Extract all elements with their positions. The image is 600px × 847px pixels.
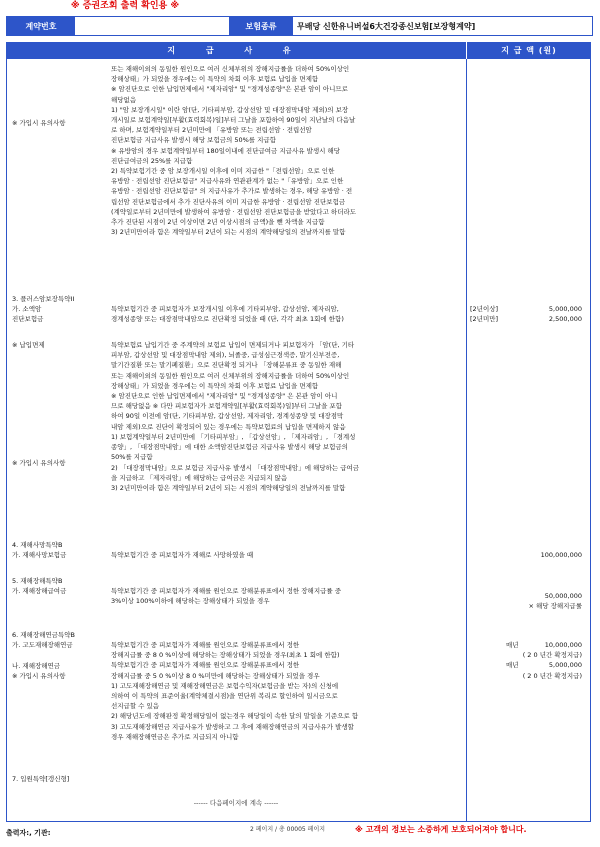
s6-amount-note: × 해당 장해지급률 — [528, 602, 582, 611]
s4-line: 3) 2년미만이라 함은 계약일부터 2년이 되는 시점의 계약해당일의 전날까지를 말함 — [111, 484, 346, 493]
s4-label: ※ 가입시 유의사항 — [12, 459, 66, 467]
s1-line: 로 하며, 보험계약일부터 2년미만에 「유방암 또는 전립선암 · 전립선암 — [111, 126, 312, 135]
s5-description: 특약보험기간 중 피보험자가 재해로 사망하였을 때 — [111, 551, 254, 559]
s1-line: 진단보험금 지급사유 발생시 해당 보험금의 50%를 지급함 — [111, 136, 276, 145]
s5-amount: 100,000,000 — [540, 551, 582, 559]
s2-amounts — [470, 304, 582, 324]
s1-line: 2) 특약보험기간 중 암 보장개시일 이후에 이미 지급한 "「전립선암」으로 인한 — [111, 167, 335, 176]
s3-line: 또는 재해이외의 동일한 원인으로 여러 신체부위의 장해지급률을 더하여 50%이상인 — [111, 371, 350, 380]
s3-description — [111, 340, 463, 432]
s3-line: 특약보험료 납입기간 중 주계약의 보험료 납입이 면제되거나 피보험자가 「암(단, 기타 — [111, 341, 355, 349]
s7-line: 특약보험기간 중 피보험자가 재해를 원인으로 장해분류표에서 정한 — [111, 661, 300, 670]
s7-amount-sub: ( 2 0 년간 확정지급) — [522, 651, 582, 660]
s6-title: 5. 재해장해특약B — [12, 577, 63, 585]
s2-amount-value: 5,000,000 — [548, 305, 582, 313]
s7-sub-b: 나. 재해장해연금 — [12, 661, 61, 670]
s1-line: 3) 2년미만이라 함은 계약일부터 2년이 되는 시점의 계약해당일의 전날까지를 말함 — [111, 228, 346, 237]
privacy-notice: ※ 고객의 정보는 소중하게 보호되어져야 합니다. — [355, 825, 527, 834]
s1-line: 장해상태」가 되었을 경우에는 이 특약의 차회 이후 보험료 납입을 면제함 — [111, 75, 319, 84]
s7-amount-row — [470, 660, 582, 670]
s7-sub-c: ※ 가입시 유의사항 — [12, 671, 66, 680]
s7-labels — [12, 630, 75, 681]
s5-labels — [12, 540, 66, 560]
s4-line: 종양」, 「대장점막내암」에 대한 소액암진단보험금 지급사유 발생시 해당 보험금의 — [111, 443, 348, 452]
s3-line: ※ 암진단으로 인한 납입면제에서 "제자리암" 및 "경계성종양" 은 본관 암이 아니 — [111, 392, 338, 401]
s7-line: 의하여 이 특약의 표준이율(계약체결시점)을 연단위 복리로 할인하여 일시금으로 — [111, 692, 338, 701]
s7-description — [111, 640, 463, 742]
table-header — [6, 42, 591, 59]
s2-description — [111, 304, 463, 324]
s7-amount-right: 5,000,000 — [548, 661, 582, 670]
s1-line: 립선암 진단보험금에서 추가 진단사유의 이미 지급한 유방암 · 전립선암 진단보험금 — [111, 197, 346, 206]
column-divider — [466, 59, 467, 821]
s3-line: 장해상태」가 되었을 경우에는 이 특약의 차회 이후 보험료 납입을 면제함 — [111, 381, 319, 390]
s6-sub: 가. 재해장해급여금 — [12, 587, 67, 596]
s4-description — [111, 432, 463, 493]
s2-sub-a: 가. 소액암 — [12, 305, 42, 314]
s4-line: 을 지급하고 「제자리암」에 해당하는 급여금은 지급되지 않음 — [111, 473, 288, 482]
s1-line: 개시일로 보험계약일[부활(효력회복)일]부터 그날을 포함하여 90일이 지난날의 다음날 — [111, 116, 356, 125]
s1-line: 유방암 · 전립선암 진단보험금" 지급사유와 연관관계가 없는 "「유방암」으로 인한 — [111, 177, 344, 186]
insurance-type-label: 보험종류 — [229, 17, 293, 35]
s6-labels — [12, 576, 66, 596]
printer-info: 출력자:, 기관: — [6, 829, 51, 837]
s8-title: 7. 입원특약[갱신형] — [12, 775, 70, 783]
s1-line: ※ 유방암의 경우 보험계약일부터 180일이내에 진단급여금 지급사유 발생시 해당 — [111, 146, 341, 155]
s1-line: 또는 재해이외의 동일한 원인으로 여러 신체부위의 장해지급률을 더하여 50%이상인 — [111, 65, 350, 73]
s7-line: 1) 고도재해장해연금 및 재해장해연금은 보험수익자(보험금을 받는 자)의 신청에 — [111, 681, 339, 690]
page-indicator: 2 페이지 / 총 00005 페이지 — [250, 826, 326, 833]
s1-line: 유방암 · 전립선암 진단보험금" 의 지급사유가 추가로 발생하는 경우, 해당 유방암 · 전 — [111, 187, 353, 196]
s7-line: 장해지급률 중 8 0 %이상에 해당하는 장해상태가 되었을 경우(최초 1 회에 한함) — [111, 651, 340, 660]
s7-amount-sub: ( 2 0 년간 확정지급) — [522, 671, 582, 680]
s3-label: ※ 납입면제 — [12, 341, 45, 349]
s1-line: 추가 진단된 시점이 2년 이상이면 2년 이상시점의 금액)을 뺀 차액을 지급함 — [111, 218, 325, 227]
payment-reason-header: 지 급 사 유 — [6, 42, 467, 59]
s3-line: 하여 90일 이전에 암(단, 기타피부암, 갑상선암, 제자리암, 경계성종양 및 대장점막 — [111, 412, 344, 421]
s2-amount-row — [470, 304, 582, 314]
s4-line: 2) 「대장점막내암」으로 보험금 지급사유 발생시 「대장점막내암」에 해당하는 급여금 — [111, 463, 360, 472]
s2-labels — [12, 294, 74, 325]
s5-sub: 가. 재해사망보험금 — [12, 551, 67, 560]
s2-title: 3. 플러스암보장특약II — [12, 295, 75, 303]
s7-title: 6. 재해장해연금특약B — [12, 631, 75, 639]
payment-amount-header: 지 급 액 (원) — [501, 46, 557, 55]
s1-line: 해당없음 — [111, 95, 137, 104]
s2-amount-label: [2년이상] — [470, 305, 499, 313]
s2-line: 경계성종양 또는 대장점막내암으로 진단확정 되었을 때 (단, 각각 최초 1회에 한함) — [111, 315, 344, 324]
s7-amounts — [470, 640, 582, 681]
s6-line: 3%이상 100%이하에 해당하는 장해상태가 되었을 경우 — [111, 597, 270, 606]
print-confirm-banner: ※ 증권조회 출력 확인용 ※ — [70, 1, 180, 11]
s1-description — [111, 64, 463, 237]
insurance-type-value: 무배당 신한유니버설6大건강종신보험[보장형계약] — [293, 17, 592, 35]
contract-info-row — [6, 16, 593, 36]
s2-amount-label: [2년미만] — [470, 315, 499, 324]
s7-amount-left: 매년 — [506, 661, 519, 670]
continue-notice: ------ 다음페이지에 계속 ------ — [193, 799, 279, 807]
s1-label: ※ 가입시 유의사항 — [12, 119, 66, 127]
s4-line: 50%를 지급함 — [111, 453, 153, 462]
s7-amount-row — [470, 640, 582, 650]
s3-line: 므로 해당없음 ※ 다만 피보험자가 보험계약일[부활(효력회복)일]부터 그날을 포함 — [111, 402, 342, 411]
s6-description — [111, 586, 463, 606]
s3-line: 말기간질환 또는 말기폐질환」으로 진단확정 되거나 「장해분류표 중 동일한 재해 — [111, 361, 342, 370]
s7-line: 경우 재해장해연금은 추가로 지급되지 아니함 — [111, 732, 239, 741]
s7-line: 특약보험기간 중 피보험자가 재해를 원인으로 장해분류표에서 정한 — [111, 641, 300, 649]
s2-line: 특약보험기간 중 피보험자가 보장개시일 이후에 기타피부암, 갑상선암, 제자리암, — [111, 305, 339, 313]
s5-title: 4. 재해사망특약B — [12, 541, 63, 549]
s1-line: (계약일로부터 2년미만에 발생하여 유방암 · 전립선암 진단보험금을 받았다고 하더라도 — [111, 207, 357, 216]
s1-line: 1) "암 보장개시일" 이란 암(단, 기타피부암, 갑상선암 및 대장점막내암 제외)의 보장 — [111, 105, 349, 114]
s3-line: 피부암, 갑상선암 및 대장점막내암 제외), 뇌졸중, 급성심근경색증, 말기신부전증, — [111, 351, 340, 360]
s2-amount-row — [470, 314, 582, 324]
s6-amount-block — [470, 591, 582, 611]
s1-line: ※ 암진단으로 인한 납입면제에서 "제자리암" 및 "경계성종양"은 본관 암이 아니므로 — [111, 85, 348, 94]
s7-line: 선지급할 수 있음 — [111, 702, 160, 711]
s2-amount-value: 2,500,000 — [548, 315, 582, 324]
contract-number-label: 계약번호 — [7, 17, 75, 35]
s6-line: 특약보험기간 중 피보험자가 재해를 원인으로 장해분류표에서 정한 장해지급률 중 — [111, 587, 342, 595]
s6-amount: 50,000,000 — [544, 592, 582, 600]
s1-line: 진단급여금의 25%를 지급함 — [111, 156, 193, 165]
s7-sub-a: 가. 고도재해장해연금 — [12, 641, 73, 650]
s2-sub-b: 진단보험금 — [12, 315, 44, 324]
s3-line: 내암 제외)으로 진단이 확정되어 있는 경우에는 특약보험료의 납입을 면제하지 않음 — [111, 422, 346, 431]
s7-amount-left: 매년 — [506, 641, 519, 649]
contract-number-value — [75, 17, 229, 35]
s7-line: 2) 해당년도에 장해판정 확정해당일이 없는경우 해당일이 속한 달의 말일을 기준으로 함 — [111, 712, 359, 721]
s4-line: 1) 보험계약일부터 2년미만에 「기타피부암」, 「갑상선암」, 「제자리암」, 「경계성 — [111, 433, 356, 441]
s7-amount-right: 10,000,000 — [544, 641, 582, 649]
s7-line: 3) 고도재해장해연금 지급사유가 발생하고 그 후에 재해장해연금의 지급사유가 발생할 — [111, 722, 354, 731]
s7-line: 장해지급률 중 5 0 %이상 8 0 %미만에 해당하는 장해상태가 되었을 경우 — [111, 671, 320, 680]
